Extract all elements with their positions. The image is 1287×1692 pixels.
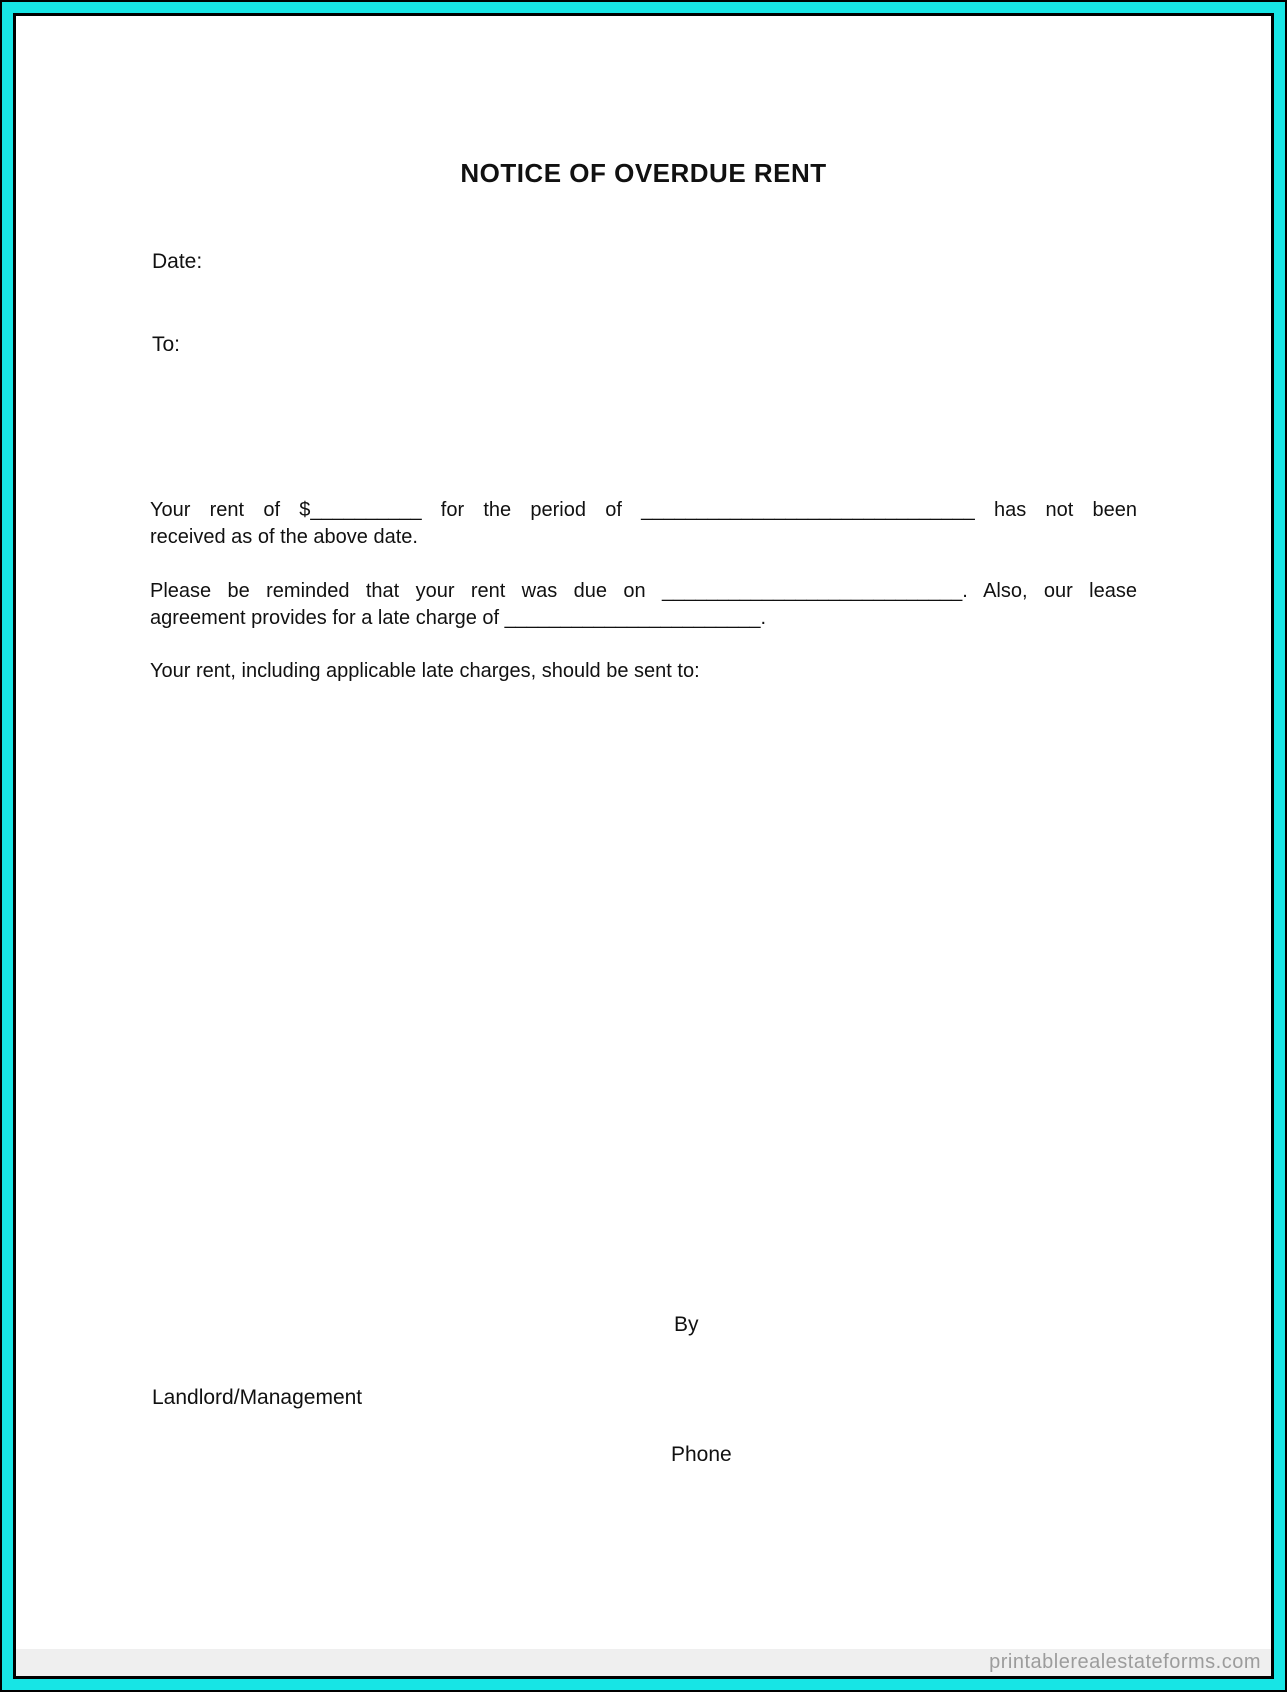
paragraph-rent-amount-line2: received as of the above date. — [150, 526, 418, 548]
landlord-management-label: Landlord/Management — [152, 1386, 363, 1409]
footer-bar — [16, 1649, 1271, 1676]
paragraph-reminder-line1: Please be reminded that your rent was due on ___________________________. Also, our lease — [150, 580, 1137, 602]
footer-watermark: printablerealestateforms.com — [989, 1651, 1261, 1673]
paragraph-reminder — [150, 578, 1137, 632]
paragraph-rent-amount-line1: Your rent of $__________ for the period of ______________________________ has not been — [150, 499, 1137, 521]
paragraph-reminder-line2: agreement provides for a late charge of _______________________. — [150, 607, 767, 629]
date-label: Date: — [152, 250, 203, 273]
cyan-frame-border — [2, 2, 1285, 1690]
page-title: NOTICE OF OVERDUE RENT — [460, 158, 827, 188]
by-label: By — [674, 1313, 699, 1336]
to-label: To: — [152, 333, 181, 356]
paragraph-rent-amount — [150, 497, 1137, 551]
paragraph-send-to: Your rent, including applicable late charges, should be sent to: — [150, 660, 700, 682]
phone-label: Phone — [671, 1443, 732, 1466]
notice-page — [13, 13, 1274, 1679]
